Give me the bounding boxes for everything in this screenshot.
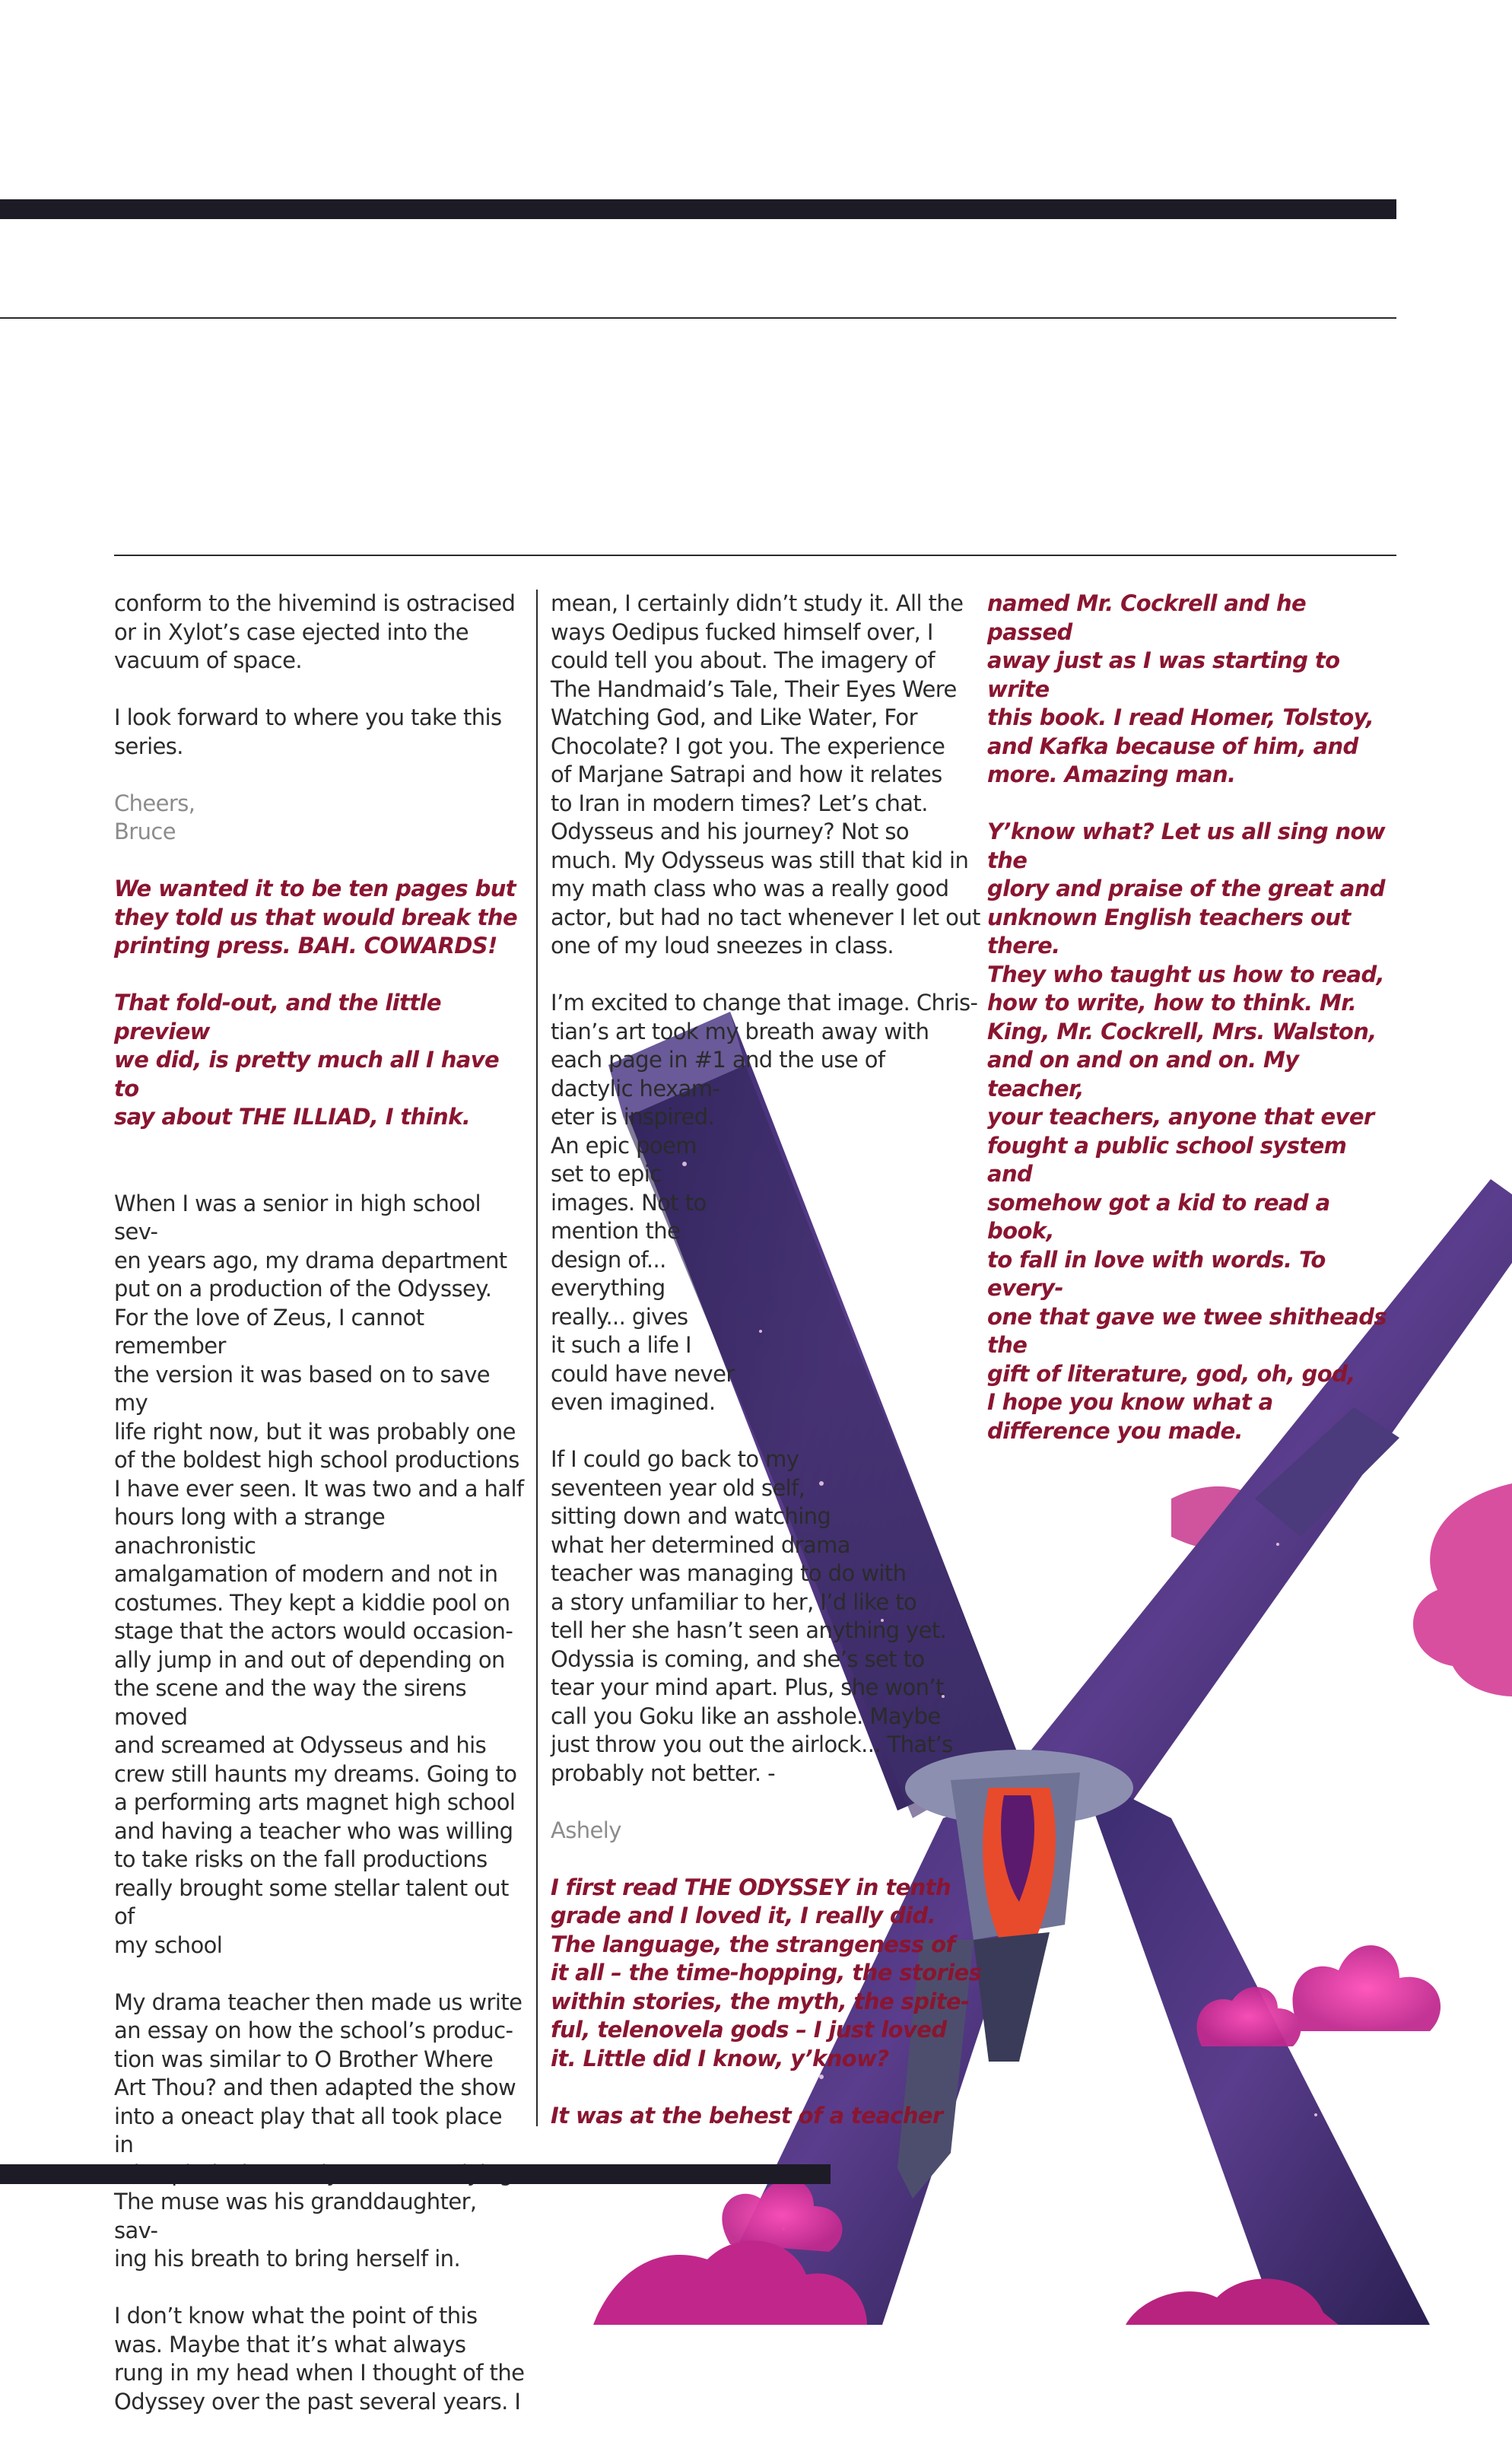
letter-paragraph: My drama teacher then made us write an essay on how the school’s produc- tion was similar to O Brother Where Art Thou? and then adapted the show into a oneact play that all took place in The muse was his granddaughter, sav- ing his breath to bring herself in. <box>114 1989 523 2272</box>
letter-signoff: Ashely <box>551 1817 621 1843</box>
letter-paragraph: I’m excited to change that image. Chris- tian’s art took my breath away with each page in #1 and the use of dactylic hexam- eter is inspired. An epic poem set to epic images. Not to mention the design of... everything really... gives it such a life I could have never even imagined. <box>551 990 978 1415</box>
letter-paragraph: I look forward to where you take this series. <box>114 704 502 759</box>
letter-paragraph: When I was a senior in high school sev- en years ago, my drama department put on a production of the Odyssey. For the love of Zeus, I cannot remember the version it was based on to save my life right now, but it was probably one of the boldest high school productions I have ever seen. It was two and a half hours long with a strange anachronistic amalgamation of modern and not in costumes. They kept a kiddie pool on stage that the actors would occasion- ally jump in and out of depending on the scene and the way the sirens moved and screamed at Odysseus and his crew still haunts my dreams. Going to a performing arts magnet high school and having a teacher who was willing to take risks on the fall productions really brought some stellar talent out of my school <box>114 1190 524 1958</box>
letter-paragraph: If I could go back to my seventeen year old self, sitting down and watching what her determined drama teacher was managing to do with a story unfamiliar to her, I’d like to tell her she hasn’t seen anything yet. Odyssia is coming, and she’s set to tear your mind apart. Plus, she won’t call you Goku like an asshole. Maybe just throw you out the airlock... That’s probably not better. - <box>551 1446 953 1786</box>
editor-reply: I first read THE ODYSSEY in tenth grade and I loved it, I really did. The language, the strangeness of it all – the time-hopping, the stories within stories, the myth, the spite- ful, telenovela gods – I just loved it. Little did I know, y’know? <box>551 1874 982 2071</box>
letters-column-2 <box>551 590 992 2159</box>
letter-signoff: Cheers, Bruce <box>114 790 195 844</box>
letter-paragraph: mean, I certainly didn’t study it. All the ways Oedipus fucked himself over, I could tell you about. The imagery of The Handmaid’s Tale, Their Eyes Were Watching God, and Like Water, For Chocolate? I got you. The experience of Marjane Satrapi and how it relates to Iran in modern times? Let’s chat. Odysseus and his journey? Not so much. My Odysseus was still that kid in my math class who was a really good actor, but had no tact whenever I let out one of my loud sneezes in class. <box>551 590 980 959</box>
column-top-rule <box>114 555 1396 556</box>
editor-reply: We wanted it to be ten pages but they told us that would break the printing press. BAH. COWARDS! <box>114 876 518 959</box>
bottom-black-bar <box>0 2164 831 2184</box>
letters-column-3 <box>987 590 1398 1474</box>
editor-reply: It was at the behest of a teacher <box>551 2102 943 2129</box>
letter-paragraph: conform to the hivemind is ostracised or in Xylot’s case ejected into the vacuum of space. <box>114 590 516 673</box>
editor-reply: Y’know what? Let us all sing now the glory and praise of the great and unknown English teachers out there. They who taught us how to read, how to write, how to think. Mr. King, Mr. Cockrell, Mrs. Walston, and on and on and on. My teacher, your teachers, anyone that ever fought a public school system and somehow got a kid to read a book, to fall in love with words. To every- one that gave we twee shitheads the gift of literature, god, oh, god, I hope you know what a difference you made. <box>987 819 1387 1444</box>
editor-reply: named Mr. Cockrell and he passed away just as I was starting to write this book. I read Homer, Tolstoy, and Kafka because of him, and more. Amazing man. <box>987 590 1374 787</box>
column-divider <box>536 590 538 2126</box>
header-rule <box>0 317 1396 319</box>
top-black-bar <box>0 199 1396 219</box>
letter-paragraph: I don’t know what the point of this was. Maybe that it’s what always rung in my head when I thought of the Odyssey over the past several years. I <box>114 2303 525 2415</box>
editor-reply: That fold-out, and the little preview we did, is pretty much all I have to say about THE ILLIAD, I think. <box>114 990 500 1130</box>
